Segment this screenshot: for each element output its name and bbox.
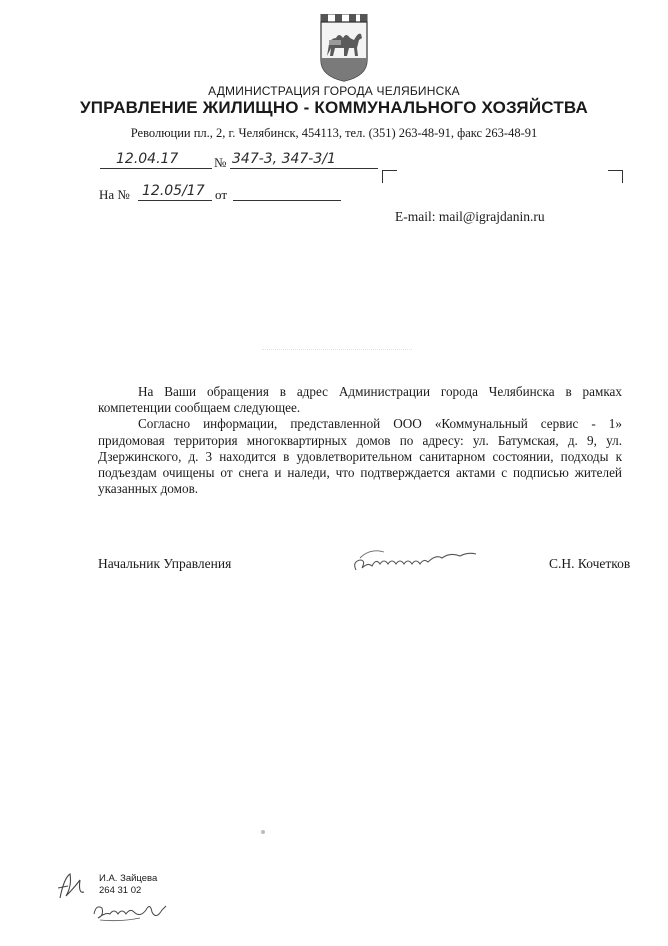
signatory-title: Начальник Управления (98, 556, 232, 571)
number-label: № (214, 155, 227, 170)
number-underline (230, 168, 378, 169)
executor-signature-icon (90, 896, 170, 926)
handwritten-initials-icon (54, 868, 94, 904)
org-department-name: УПРАВЛЕНИЕ ЖИЛИЩНО - КОММУНАЛЬНОГО ХОЗЯЙСТВА (79, 98, 589, 117)
incoming-number: 12.05/17 (142, 183, 205, 199)
org-parent-name: АДМИНИСТРАЦИЯ ГОРОДА ЧЕЛЯБИНСКА (208, 84, 460, 98)
letter-body (98, 384, 622, 497)
address-bracket-right (608, 170, 623, 183)
scan-speck (261, 830, 265, 834)
executor-name: И.А. Зайцева (99, 873, 158, 884)
scan-artifact (262, 349, 412, 351)
signatory-name: С.Н. Кочетков (549, 556, 631, 571)
org-address: Революции пл., 2, г. Челябинск, 454113, тел. (351) 263-48-91, факс 263-48-91 (130, 126, 538, 140)
executor-phone: 264 31 02 (99, 885, 142, 896)
contact-email: E-mail: mail@igrajdanin.ru (395, 209, 545, 224)
incoming-from-label: от (215, 187, 228, 202)
coat-of-arms-icon (313, 14, 375, 82)
incoming-label: На № (99, 187, 130, 202)
outgoing-number: 347-3, 347-3/1 (232, 151, 336, 167)
body-paragraph-1: На Ваши обращения в адрес Администрации города Челябинска в рамках компетенции сообщаем следующее. (98, 384, 622, 416)
outgoing-date: 12.04.17 (116, 151, 179, 167)
date-underline (100, 168, 212, 169)
address-bracket-left (382, 170, 397, 183)
incoming-date-underline (233, 200, 341, 201)
body-paragraph-2: Согласно информации, представленной ООО «Коммунальный сервис - 1» придомовая территория многоквартирных домов по адресу: ул. Батумская, д. 9, ул. Дзержинского, д. 3 находится в удовлетворительном санитарном состоянии, подходы к подъездам очищены от снега и наледи, что подтверждается актами с подписью жителей указанных домов. (98, 416, 622, 497)
handwritten-signature-icon (350, 540, 480, 580)
incoming-number-underline (138, 200, 212, 201)
